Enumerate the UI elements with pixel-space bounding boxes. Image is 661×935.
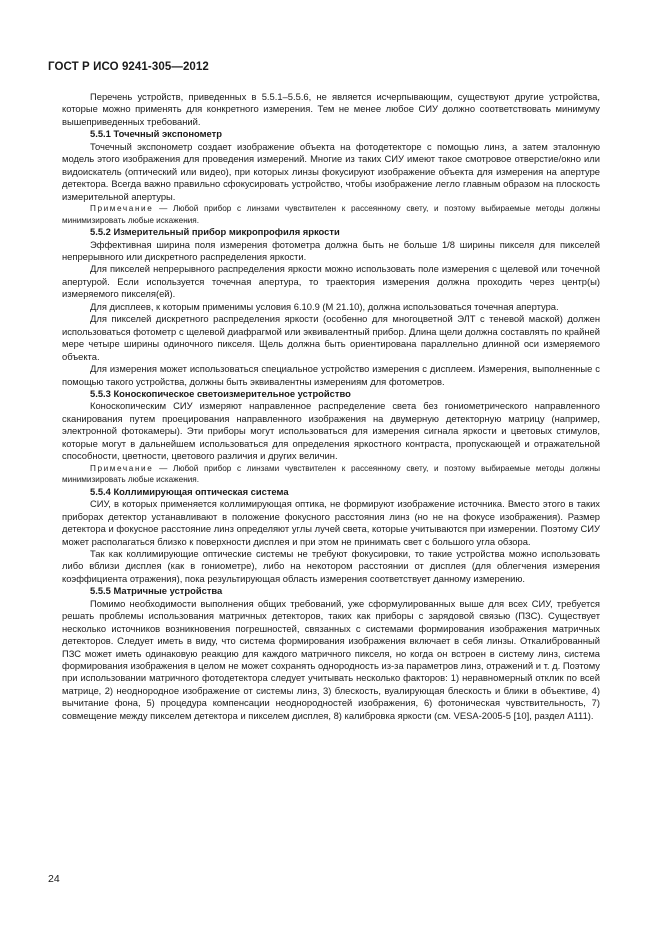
page-number: 24 [48, 873, 60, 885]
section-heading-5-5-2: 5.5.2 Измерительный прибор микропрофиля яркости [90, 226, 340, 238]
document-header: ГОСТ Р ИСО 9241-305—2012 [48, 61, 209, 73]
section-5-5-2-paragraph-3: Для дисплеев, к которым применимы условия 6.10.9 (M 21.10), должна использоваться точечная апертура. [90, 300, 559, 312]
section-5-5-1-note [62, 203, 600, 226]
section-heading-5-5-5: 5.5.5 Матричные устройства [90, 585, 223, 597]
section-5-5-2-paragraph-4: Для пикселей дискретного распределения яркости (особенно для многоцветной ЭЛТ с теневой маской) должен использоваться фотометр с щелевой диафрагмой или эквивалентный прибор. Длина щели должна составлять по крайней мере четыре ширины одиночного пикселя. Щель должна быть ориентирована параллельно длинной оси измеряемого объекта. [62, 313, 600, 362]
note-label: Примечание [90, 463, 154, 473]
section-heading-5-5-1: 5.5.1 Точечный экспонометр [90, 128, 222, 140]
section-5-5-4-paragraph-2: Так как коллимирующие оптические системы не требуют фокусировки, то такие устройства можно использовать либо вблизи дисплея (как в гониометре), либо на некотором расстоянии от дисплея (для облегчения измерения коэффициента отражения), пока результирующая область измерения соответствует данному измерению. [62, 547, 600, 584]
note-label: Примечание [90, 204, 154, 214]
section-5-5-2-paragraph-1: Эффективная ширина поля измерения фотометра должна быть не больше 1/8 ширины пикселя для пикселей непрерывного или дискретного распределения яркости. [62, 238, 600, 262]
section-5-5-4-paragraph-1: СИУ, в которых применяется коллимирующая оптика, не формируют изображение источника. Вместо этого в таких приборах детектор устанавливают в положение фокусного расстояния линз (но не на фокусе изображения). Размер детектора и фокусное расстояние линз определяют углы лучей света, которые учитываются при измерении. Поэтому СИУ может располагаться близко к поверхности дисплея и при этом не принимать свет с большого угла обзора. [62, 498, 600, 547]
note-text: — Любой прибор с линзами чувствителен к рассеянному свету, и поэтому выбираемые методы должны минимизировать любые искажения. [62, 204, 600, 225]
document-body [62, 91, 600, 722]
section-5-5-5-paragraph: Помимо необходимости выполнения общих требований, уже сформулированных выше для всех СИУ, требуется решать проблемы использования матричных детекторов, таких как приборы с зарядовой связью (ПЗС). Существует несколько источников возникновения погрешностей, связанных с системами формирования изображения матричных детекторов. Следует иметь в виду, что система формирования изображения включает в себя линзы. Откалиброванный ПЗС может иметь одинаковую реакцию для каждого матричного пикселя, но когда он встроен в систему линз, система формирования изображения в целом не может сохранять однородность из-за параметров линз, отражений и т. д. Поэтому при использовании матричного фотодетектора следует учитывать несколько факторов: 1) неравномерный отклик по всей матрице, 2) неоднородное изображение от системы линз, 3) блескость, вуалирующая блескость и блики в объективе, 4) вычитание фона, 5) процедура компенсации неоднородностей изображения, 6) фотоническая чувствительность, 7) совмещение между пикселем детектора и пикселем дисплея, 8) калибровка яркости (см. VESA-2005-5 [10], раздел A111). [62, 597, 600, 721]
section-5-5-3-note [62, 463, 600, 486]
section-heading-5-5-4: 5.5.4 Коллимирующая оптическая система [90, 485, 289, 497]
section-5-5-2-paragraph-2: Для пикселей непрерывного распределения яркости можно использовать поле измерения с щелевой или точечной апертурой. Если используется точечная апертура, то траектория измерения должна проходить через центр(ы) измеряемого пикселя(ей). [62, 263, 600, 300]
section-heading-5-5-3: 5.5.3 Коноскопическое светоизмерительное устройство [90, 387, 351, 399]
section-5-5-2-paragraph-5: Для измерения может использоваться специальное устройство измерения с дисплеем. Измерения, выполненные с помощью такого устройства, должны быть эквивалентны измерениям для фотометров. [62, 363, 600, 387]
note-text: — Любой прибор с линзами чувствителен к рассеянному свету, и поэтому выбираемые методы должны минимизировать любые искажения. [62, 463, 600, 485]
section-5-5-3-paragraph: Коноскопическим СИУ измеряют направленное распределение света без гониометрического направленного сканирования путем проецирования направленного изображения на двумерную детекторную матрицу (например, электронной фотокамеры). Эти приборы могут использоваться для измерения сигнала яркости и цветовых стимулов, которые могут в дальнейшем использоваться для определения яркостного контраста, пропускающей и отражательной способности, цветности, цветового различия и других величин. [62, 400, 600, 462]
section-5-5-1-paragraph: Точечный экспонометр создает изображение объекта на фотодетекторе с помощью линз, а затем эталонную модель этого изображения для проведения измерений. Многие из таких СИУ имеют такое смотровое отверстие/окно или видоискатель (оптический или видео), при которых линзы фокусируют изображение объекта для измерения на апертуре детектора. Всегда важно правильно сфокусировать устройство, чтобы изображение легло главным образом на плоскость измерительной апертуры. [62, 140, 600, 202]
intro-paragraph: Перечень устройств, приведенных в 5.5.1–5.5.6, не является исчерпывающим, существуют другие устройства, которые можно применять для конкретного измерения. Тем не менее любое СИУ должно соответствовать минимуму вышеприведенных требований. [62, 91, 600, 127]
